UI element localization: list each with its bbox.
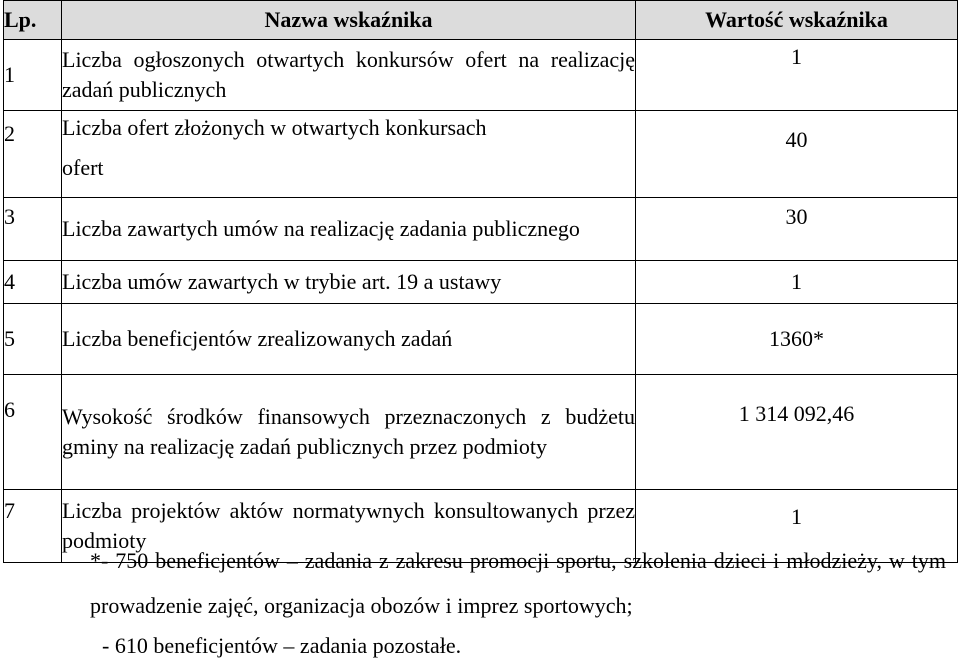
row-number: 4	[4, 261, 62, 304]
indicator-value: 1	[636, 490, 958, 563]
footnote-line-1: *- 750 beneficjentów – zadania z zakresu promocji sportu, szkolenia dzieci i młodzieży, w tym prowadzenie zajęć, organizacja obozów i imprez sportowych;	[90, 548, 946, 618]
header-value: Wartość wskaźnika	[636, 1, 958, 40]
table-header-row	[4, 1, 958, 40]
table-row	[4, 198, 958, 261]
indicators-table	[3, 0, 958, 563]
indicator-value: 40	[636, 111, 958, 198]
table-row	[4, 375, 958, 490]
row-number: 2	[4, 111, 62, 198]
indicator-value: 1 314 092,46	[636, 375, 958, 490]
indicator-name-line2: ofert	[62, 155, 104, 180]
indicator-name: Liczba ogłoszonych otwartych konkursów ofert na realizację zadań publicznych	[62, 40, 636, 111]
indicator-name: Liczba zawartych umów na realizację zadania publicznego	[62, 198, 636, 261]
indicator-value: 30	[636, 198, 958, 261]
indicator-name: Liczba umów zawartych w trybie art. 19 a ustawy	[62, 261, 636, 304]
indicator-name: Liczba beneficjentów zrealizowanych zadań	[62, 304, 636, 375]
table-row	[4, 261, 958, 304]
indicator-name: Liczba projektów aktów normatywnych konsultowanych przez podmioty	[62, 490, 636, 563]
indicator-name-line1: Liczba ofert złożonych w otwartych konkursach	[62, 115, 487, 140]
indicator-value: 1360*	[636, 304, 958, 375]
indicator-value: 1	[636, 261, 958, 304]
indicator-name: Wysokość środków finansowych przeznaczonych z budżetu gminy na realizację zadań publicznych przez podmioty	[62, 375, 636, 490]
table-row	[4, 40, 958, 111]
table-row	[4, 111, 958, 198]
row-number: 1	[4, 40, 62, 111]
indicator-name	[62, 111, 636, 198]
header-name: Nazwa wskaźnika	[62, 1, 636, 40]
footnote-line-2: - 610 beneficjentów – zadania pozostałe.	[102, 633, 462, 658]
row-number: 3	[4, 198, 62, 261]
indicator-value: 1	[636, 40, 958, 111]
table-row	[4, 304, 958, 375]
row-number: 7	[4, 490, 62, 563]
row-number: 5	[4, 304, 62, 375]
row-number: 6	[4, 375, 62, 490]
footnote	[90, 538, 946, 664]
header-lp: Lp.	[4, 1, 62, 40]
